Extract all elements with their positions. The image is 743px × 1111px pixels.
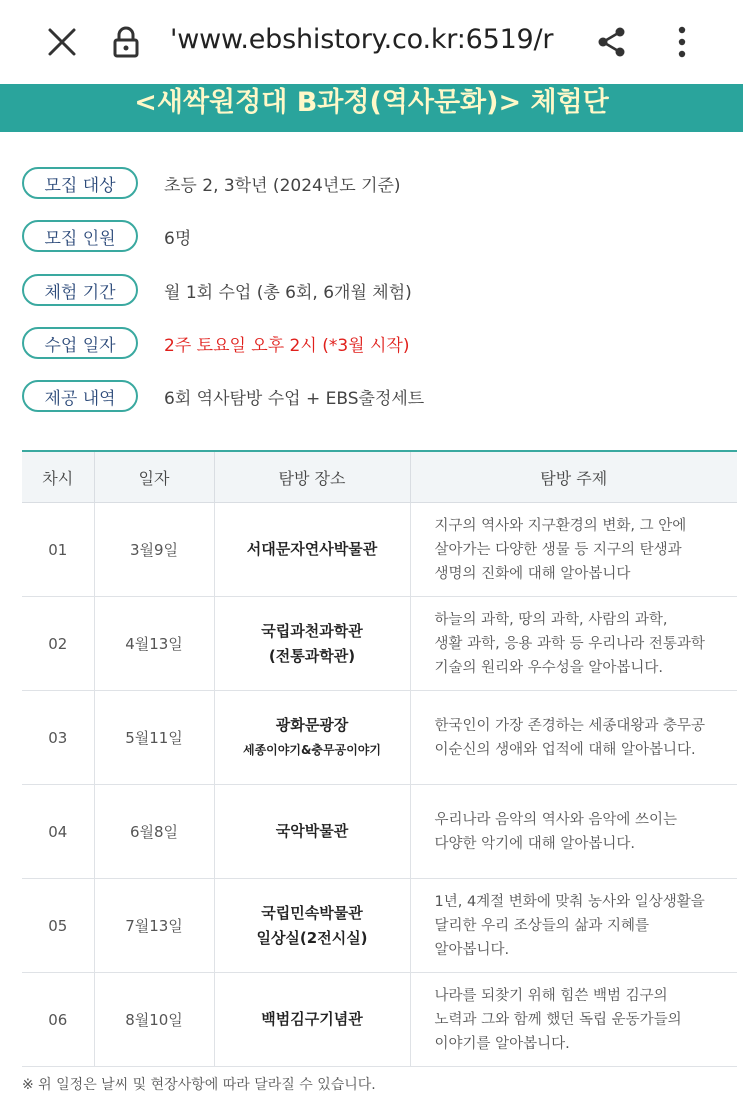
table-row — [22, 973, 737, 1067]
info-row-period — [22, 272, 412, 308]
session-place — [214, 597, 410, 691]
info-row-provided — [22, 378, 424, 414]
session-no: 04 — [22, 785, 94, 879]
session-no: 03 — [22, 691, 94, 785]
table-header-row — [22, 451, 737, 503]
info-label-pill: 수업 일자 — [22, 327, 138, 359]
place-name: 국악박물관 — [275, 822, 349, 840]
title-banner — [0, 84, 743, 132]
session-date: 5월11일 — [94, 691, 214, 785]
info-value: 월 1회 수업 (총 6회, 6개월 체험) — [164, 282, 412, 303]
browser-url-bar — [0, 0, 743, 84]
session-date: 4월13일 — [94, 597, 214, 691]
session-place — [214, 973, 410, 1067]
session-place — [214, 879, 410, 973]
header-topic: 탐방 주제 — [410, 451, 737, 503]
topic-line: 기술의 원리와 우수성을 알아봅니다. — [434, 659, 664, 676]
session-no: 01 — [22, 503, 94, 597]
table-row — [22, 691, 737, 785]
session-place — [214, 691, 410, 785]
place-name: 백범김구기념관 — [261, 1010, 363, 1028]
session-place — [214, 503, 410, 597]
more-menu-icon[interactable] — [662, 22, 702, 62]
schedule-table — [22, 450, 737, 1067]
info-label-pill: 체험 기간 — [22, 274, 138, 306]
table-row — [22, 597, 737, 691]
topic-line: 이야기를 알아봅니다. — [434, 1035, 570, 1052]
info-row-headcount — [22, 218, 191, 254]
topic-line: 1년, 4계절 변화에 맞춰 농사와 일상생활을 — [434, 893, 705, 910]
session-topic — [410, 973, 737, 1067]
info-value: 초등 2, 3학년 (2024년도 기준) — [164, 175, 401, 196]
info-row-class-date — [22, 325, 409, 361]
header-place: 탐방 장소 — [214, 451, 410, 503]
place-name: 국립과천과학관 — [261, 621, 363, 640]
session-topic — [410, 785, 737, 879]
topic-line: 나라를 되찾기 위해 힘쓴 백범 김구의 — [434, 987, 668, 1004]
url-text[interactable]: 'www.ebshistory.co.kr:6519/r — [170, 24, 554, 55]
place-sub: 세종이야기&충무공이야기 — [243, 742, 381, 757]
info-value: 6명 — [164, 228, 192, 249]
table-row — [22, 879, 737, 973]
session-no: 05 — [22, 879, 94, 973]
session-topic — [410, 503, 737, 597]
info-row-target — [22, 165, 401, 201]
session-topic — [410, 597, 737, 691]
topic-line: 다양한 악기에 대해 알아봅니다. — [434, 835, 636, 852]
banner-title: <새싹원정대 B과정(역사문화)> 체험단 — [134, 87, 609, 118]
header-session: 차시 — [22, 451, 94, 503]
session-place — [214, 785, 410, 879]
session-no: 02 — [22, 597, 94, 691]
topic-line: 노력과 그와 함께 했던 독립 운동가들의 — [434, 1011, 682, 1028]
share-icon[interactable] — [592, 22, 632, 62]
session-date: 6월8일 — [94, 785, 214, 879]
topic-line: 우리나라 음악의 역사와 음악에 쓰이는 — [434, 811, 678, 828]
session-topic — [410, 691, 737, 785]
header-date: 일자 — [94, 451, 214, 503]
close-icon[interactable] — [42, 22, 82, 62]
topic-line: 달리한 우리 조상들의 삶과 지혜를 — [434, 917, 650, 934]
table-row — [22, 503, 737, 597]
session-date: 8월10일 — [94, 973, 214, 1067]
place-sub: 일상실(2전시실) — [256, 928, 368, 947]
topic-line: 한국인이 가장 존경하는 세종대왕과 충무공 — [434, 717, 706, 734]
place-name: 서대문자연사박물관 — [246, 540, 378, 558]
topic-line: 알아봅니다. — [434, 941, 510, 958]
info-label-pill: 모집 대상 — [22, 167, 138, 199]
session-date: 3월9일 — [94, 503, 214, 597]
info-label-pill: 제공 내역 — [22, 380, 138, 412]
topic-line: 생활 과학, 응용 과학 등 우리나라 전통과학 — [434, 635, 705, 652]
session-topic — [410, 879, 737, 973]
session-no: 06 — [22, 973, 94, 1067]
place-name: 광화문광장 — [275, 715, 349, 734]
info-value-highlight: 2주 토요일 오후 2시 (*3월 시작) — [164, 335, 410, 356]
lock-icon[interactable] — [106, 22, 146, 62]
session-date: 7월13일 — [94, 879, 214, 973]
topic-line: 하늘의 과학, 땅의 과학, 사람의 과학, — [434, 611, 668, 628]
topic-line: 이순신의 생애와 업적에 대해 알아봅니다. — [434, 741, 696, 758]
topic-line: 지구의 역사와 지구환경의 변화, 그 안에 — [434, 517, 687, 534]
info-label-pill: 모집 인원 — [22, 220, 138, 252]
schedule-footnote: ※ 위 일정은 날씨 및 현장사항에 따라 달라질 수 있습니다. — [22, 1077, 376, 1093]
topic-line: 생명의 진화에 대해 알아봅니다 — [434, 565, 631, 582]
topic-line: 살아가는 다양한 생물 등 지구의 탄생과 — [434, 541, 682, 558]
info-value: 6회 역사탐방 수업 + EBS출정세트 — [164, 388, 425, 409]
table-row — [22, 785, 737, 879]
place-name: 국립민속박물관 — [261, 903, 363, 922]
place-sub: (전통과학관) — [268, 646, 356, 665]
